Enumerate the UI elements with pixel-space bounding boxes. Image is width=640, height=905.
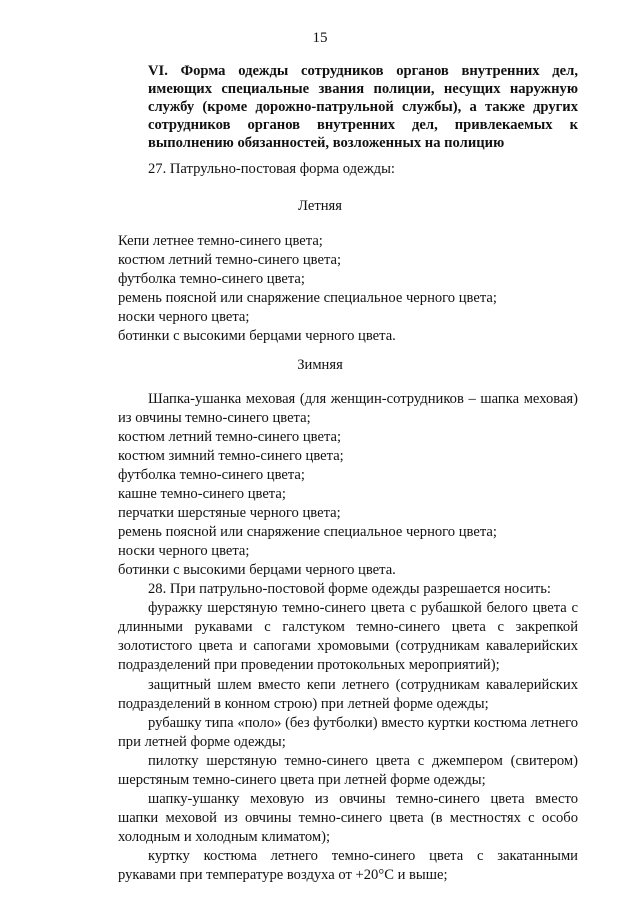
list-item: футболка темно-синего цвета; <box>118 467 305 483</box>
allowed-item-1: фуражку шерстяную темно-синего цвета с рубашкой белого цвета с длинными рукавами с галстуком темно-синего цвета с закрепкой золотистого цвета и сапогами хромовыми (сотрудникам кавалерийских подразделений при проведении протокольных мероприятий); <box>118 600 578 673</box>
allowed-item-5: шапку-ушанку меховую из овчины темно-синего цвета вместо шапки меховой из овчины темно-синего цвета (в местностях с особо холодным и холодным климатом); <box>118 791 578 845</box>
list-item: костюм летний темно-синего цвета; <box>118 252 342 268</box>
winter-list <box>118 428 497 580</box>
list-item: ремень поясной или снаряжение специальное черного цвета; <box>118 524 497 540</box>
list-item: костюм зимний темно-синего цвета; <box>118 448 344 464</box>
section-heading <box>118 62 578 152</box>
allowed-item-4: пилотку шерстяную темно-синего цвета с джемпером (свитером) шерстяным темно-синего цвета при летней форме одежды; <box>118 753 578 788</box>
item-27: 27. Патрульно-постовая форма одежды: <box>148 161 395 177</box>
winter-first-item: Шапка-ушанка меховая (для женщин-сотрудников – шапка меховая) из овчины темно-синего цвета; <box>118 391 578 426</box>
list-item: перчатки шерстяные черного цвета; <box>118 505 341 521</box>
page-number: 15 <box>312 30 328 46</box>
section-heading-text: VI. Форма одежды сотрудников органов внутренних дел, имеющих специальные звания полиции, несущих наружную службу (кроме дорожно-патрульной службы), а также других сотрудников органов внутренних дел, привлекаемых к выполнению обязанностей, возложенных на полицию <box>148 63 578 151</box>
winter-heading: Зимняя <box>297 357 343 373</box>
list-item: костюм летний темно-синего цвета; <box>118 429 342 445</box>
summer-heading: Летняя <box>298 198 342 214</box>
allowed-item-3: рубашку типа «поло» (без футболки) вместо куртки костюма летнего при летней форме одежды; <box>118 715 578 750</box>
allowed-item-2: защитный шлем вместо кепи летнего (сотрудникам кавалерийских подразделений в конном строю) при летней форме одежды; <box>118 677 578 712</box>
list-item: носки черного цвета; <box>118 543 250 559</box>
allowed-item-6: куртку костюма летнего темно-синего цвета с закатанными рукавами при температуре воздуха от +20°С и выше; <box>118 848 578 883</box>
list-item: кашне темно-синего цвета; <box>118 486 286 502</box>
summer-list <box>118 232 497 346</box>
list-item: Кепи летнее темно-синего цвета; <box>118 233 323 249</box>
item-28: 28. При патрульно-постовой форме одежды разрешается носить: <box>148 581 551 597</box>
list-item: футболка темно-синего цвета; <box>118 271 305 287</box>
list-item: носки черного цвета; <box>118 309 250 325</box>
list-item: ботинки с высокими берцами черного цвета. <box>118 328 396 344</box>
list-item: ботинки с высокими берцами черного цвета. <box>118 562 396 578</box>
list-item: ремень поясной или снаряжение специальное черного цвета; <box>118 290 497 306</box>
